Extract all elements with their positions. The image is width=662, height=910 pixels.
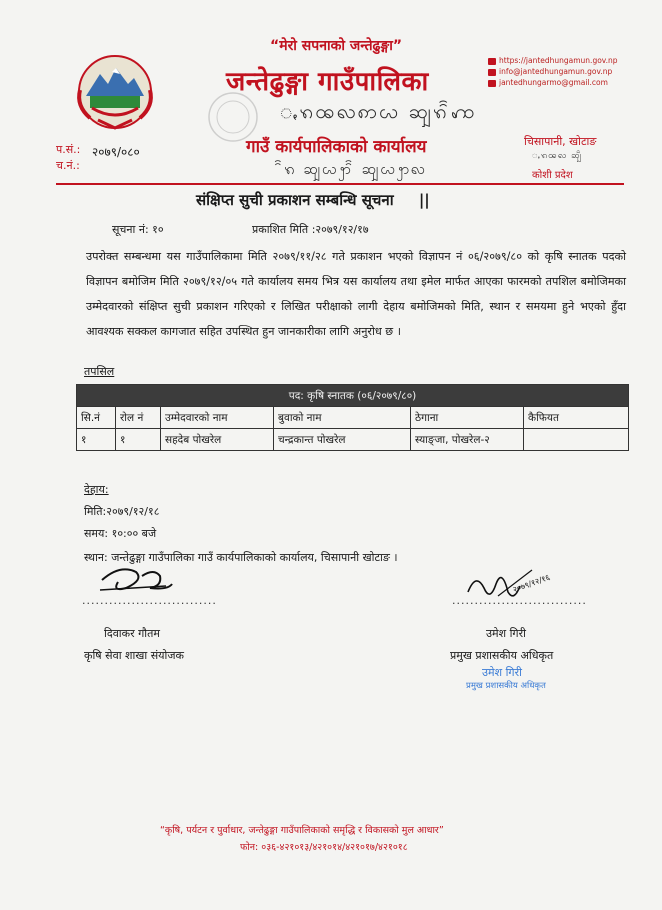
- notice-title-text: संक्षिप्त सुची प्रकाशन सम्बन्धि सूचना: [196, 191, 394, 209]
- col-header: सि.नं: [77, 407, 116, 429]
- ref-label-patra: प.सं.:: [56, 143, 81, 156]
- municipality-name: जन्तेढुङ्गा गाउँपालिका: [226, 67, 429, 97]
- notice-body: उपरोक्त सम्बन्धमा यस गाउँपालिकामा मिति २०७९/११/२८ गते प्रकाशन भएको विज्ञापन नं ०६/२०७९/८० को कृषि स्नातक पदको विज्ञापन बमोजिम मिति २०७९/१२/०५ गते कार्यालय समय भित्र यस कार्यालय तथा इमेल मार्फत आएका फारमको तपशिल बमोजिमका उम्मेदवारको संक्षिप्त सुची प्रकाशन गरिएको र लिखित परीक्षाको लागी देहाय बमोजिमको मिति, स्थान र समयमा हुने भएको हुँदा आवश्यक सक्कल कागजात सहित उपस्थित हुन जानकारीका लागि अनुरोध छ ।: [86, 250, 626, 338]
- left-signature: [96, 562, 176, 598]
- published-date: प्रकाशित मिति :२०७९/१२/१७: [252, 223, 369, 236]
- contact-email-gmail[interactable]: [488, 78, 608, 87]
- col-header: रोल नं: [116, 407, 161, 429]
- globe-icon: [488, 58, 496, 65]
- footer-slogan: “कृषि, पर्यटन र पुर्वाधार, जन्तेढुङ्गा गाउँपालिकाको समृद्धि र विकासको मुल आधार”: [160, 825, 444, 836]
- contact-website[interactable]: [488, 56, 618, 65]
- mail-icon: [488, 80, 496, 87]
- municipality-name-script: ꩻꩫꩪꩮꩱꩬ ꩿꩫꩰꩲ: [280, 99, 477, 123]
- col-header: ठेगाना: [411, 407, 524, 429]
- notice-number: सूचना नं: १०: [112, 223, 164, 236]
- table-cell: सहदेब पोखरेल: [161, 429, 274, 451]
- post-heading: पद: कृषि स्नातक (०६/२०७९/८०): [77, 385, 629, 407]
- location-line-1: चिसापानी, खोटाङ: [524, 135, 597, 148]
- ref-label-chalani: च.नं.:: [56, 159, 80, 172]
- details-label: तपसिल: [84, 365, 115, 378]
- col-header: उम्मेदवारको नाम: [161, 407, 274, 429]
- notice-title-marker: ||: [418, 191, 430, 209]
- right-signature-line: ..............................: [452, 594, 587, 607]
- stamp-title: प्रमुख प्रशासकीय अधिकृत: [466, 681, 546, 691]
- mail-icon: [488, 69, 496, 76]
- table-cell: स्याङ्जा, पोखरेल-२: [411, 429, 524, 451]
- candidate-table: [76, 384, 629, 451]
- emblem-logo: [72, 50, 158, 132]
- header-divider: [56, 183, 624, 185]
- left-signatory-name: दिवाकर गौतम: [104, 627, 160, 640]
- table-cell: १: [77, 429, 116, 451]
- office-name: गाउँ कार्यपालिकाको कार्यालय: [246, 137, 427, 157]
- col-header: बुवाको नाम: [274, 407, 411, 429]
- table-cell: १: [116, 429, 161, 451]
- office-name-script: ꩰꩫ ꩿꩬꩭꩰ ꩿꩬꩭꩮ: [282, 160, 428, 178]
- table-cell: चन्द्रकान्त पोखरेल: [274, 429, 411, 451]
- footer-phone: फोन: ०३६-४२१०१३/४२१०१४/४२१०१७/४२१०१८: [240, 842, 408, 853]
- table-header-row: [77, 407, 629, 429]
- schedule-heading: देहाय:: [84, 483, 109, 496]
- contact-email-gmail-text: jantedhungarmo@gmail.com: [499, 78, 608, 87]
- table-cell: [524, 429, 629, 451]
- ref-value-patra: २०७९/०८०: [92, 145, 140, 159]
- schedule-time: समय: १०:०० बजे: [84, 527, 157, 540]
- right-signatory-title: प्रमुख प्रशासकीय अधिकृत: [450, 649, 554, 662]
- location-line-3: कोशी प्रदेश: [532, 170, 573, 181]
- contact-email-info-text: info@jantedhungamun.gov.np: [499, 67, 613, 76]
- right-signatory-name: उमेश गिरी: [486, 627, 526, 640]
- left-signature-line: ..............................: [82, 594, 217, 607]
- motto: “मेरो सपनाको जन्तेढुङ्गा”: [270, 38, 403, 54]
- contact-email-info[interactable]: [488, 67, 612, 76]
- table-post-heading-row: [77, 385, 629, 407]
- schedule-place: स्थान: जन्तेढुङ्गा गाउँपालिका गाउँ कार्यपालिकाको कार्यालय, चिसापानी खोटाङ ।: [84, 551, 398, 564]
- stamp-name: उमेश गिरी: [482, 666, 522, 679]
- notice-title: [196, 190, 430, 210]
- contact-website-text: https://jantedhungamun.gov.np: [499, 56, 618, 65]
- location-line-2: ꩻꩫꩪꩮ ꩿꩰ: [532, 151, 584, 161]
- table-row: [77, 429, 629, 451]
- left-signatory-title: कृषि सेवा शाखा संयोजक: [84, 649, 184, 662]
- col-header: कैफियत: [524, 407, 629, 429]
- right-sign-date: २०७९/१२/१६: [511, 572, 552, 595]
- schedule-date: मिति:२०७९/१२/१८: [84, 505, 160, 518]
